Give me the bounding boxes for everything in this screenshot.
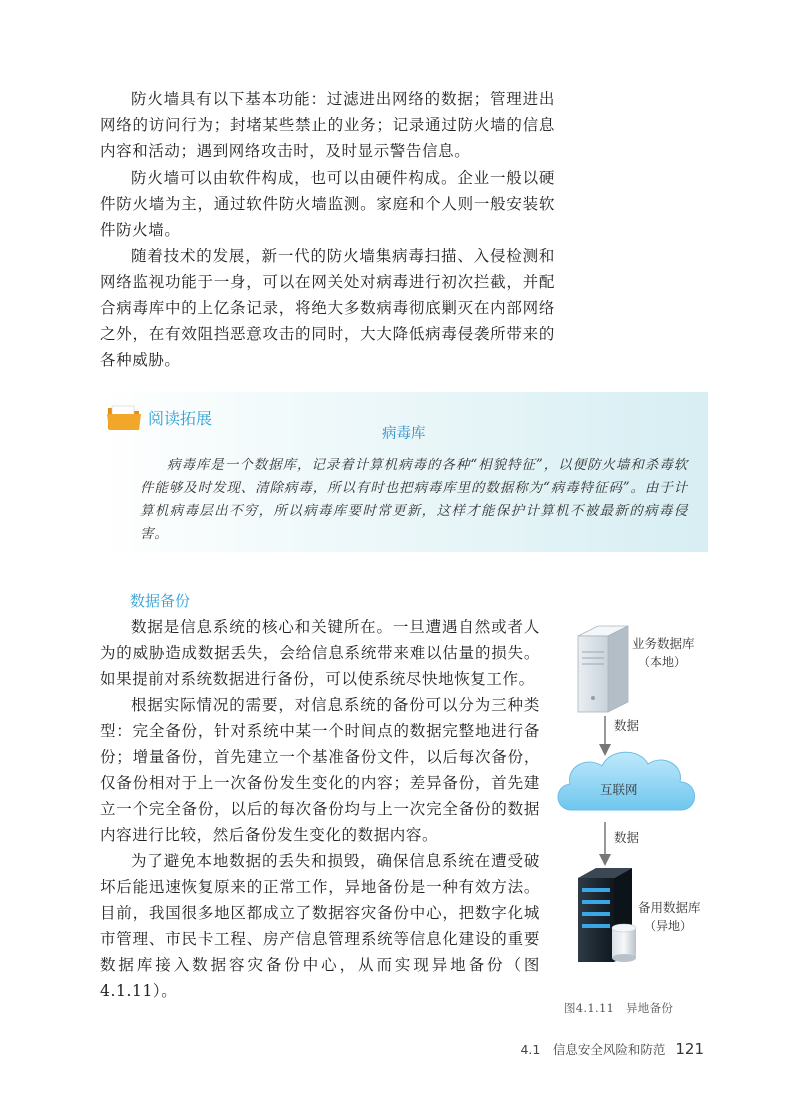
paragraph-backup-types: 根据实际情况的需要，对信息系统的备份可以分为三种类型：完全备份，针对系统中某一个时间点的数据完整地进行备份；增量备份，首先建立一个基准备份文件，以后每次备份，仅备份相对于上一次备份发生变化的内容；差异备份，首先建立一个完全备份，以后的每次备份均与上一次完全备份的数据内容进行比较，然后备份发生变化的数据内容。: [100, 696, 540, 844]
paragraph-firewall-functions: 防火墙具有以下基本功能：过滤进出网络的数据；管理进出网络的访问行为；封堵某些禁止的业务；记录通过防火墙的信息内容和活动；遇到网络攻击时，及时显示警告信息。: [100, 90, 555, 160]
page-number: 121: [675, 1040, 704, 1058]
reading-extension-label: 阅读拓展: [148, 409, 213, 428]
reading-extension-box: [100, 392, 708, 552]
offsite-backup-diagram: [548, 610, 748, 990]
paragraph-data-importance: 数据是信息系统的核心和关键所在。一旦遭遇自然或者人为的威胁造成数据丢失，会给信息系统带来难以估量的损失。如果提前对系统数据进行备份，可以使系统尽快地恢复工作。: [100, 618, 540, 688]
arrow-label-lower: 数据: [614, 830, 640, 845]
local-server-icon: [578, 626, 628, 712]
paragraph-offsite-backup: 为了避免本地数据的丢失和损毁，确保信息系统在遭受破坏后能迅速恢复原来的正常工作，异地备份是一种有效方法。目前，我国很多地区都成立了数据容灾备份中心，把数字化城市管理、市民卡工程、房产信息管理系统等信息化建设的重要数据库接入数据容灾备份中心，从而实现异地备份（图4.1.11）。: [100, 852, 540, 1000]
page-footer: [520, 1040, 704, 1058]
internet-cloud-label: 互联网: [600, 782, 638, 797]
reading-box-title: 病毒库: [382, 426, 426, 442]
paragraph-firewall-types: 防火墙可以由软件构成，也可以由硬件构成。企业一般以硬件防火墙为主，通过软件防火墙监测。家庭和个人则一般安装软件防火墙。: [100, 169, 555, 239]
backup-db-name: 备用数据库: [638, 900, 701, 915]
paragraph-firewall-development: 随着技术的发展，新一代的防火墙集病毒扫描、入侵检测和网络监视功能于一身，可以在网关处对病毒进行初次拦截，并配合病毒库中的上亿条记录，将绝大多数病毒彻底剿灭在内部网络之外，在有效阻挡恶意攻击的同时，大大降低病毒侵袭所带来的各种威胁。: [100, 247, 555, 369]
database-cylinder-icon: [612, 924, 636, 962]
figure-caption: 图4.1.11 异地备份: [564, 1001, 674, 1015]
footer-section-title: 4.1 信息安全风险和防范: [520, 1042, 666, 1057]
arrow-label-upper: 数据: [614, 718, 640, 733]
backup-db-note: （异地）: [644, 919, 693, 933]
reading-box-body: 病毒库是一个数据库，记录着计算机病毒的各种“相貌特征”，以便防火墙和杀毒软件能够及时发现、清除病毒，所以有时也把病毒库里的数据称为“病毒特征码”。由于计算机病毒层出不穷，所以病毒库要时常更新，这样才能保护计算机不被最新的病毒侵害。: [140, 457, 688, 542]
local-db-name: 业务数据库: [632, 636, 695, 651]
section-heading: 数据备份: [130, 592, 191, 610]
local-db-note: （本地）: [638, 655, 687, 669]
folder-icon: [106, 402, 142, 432]
